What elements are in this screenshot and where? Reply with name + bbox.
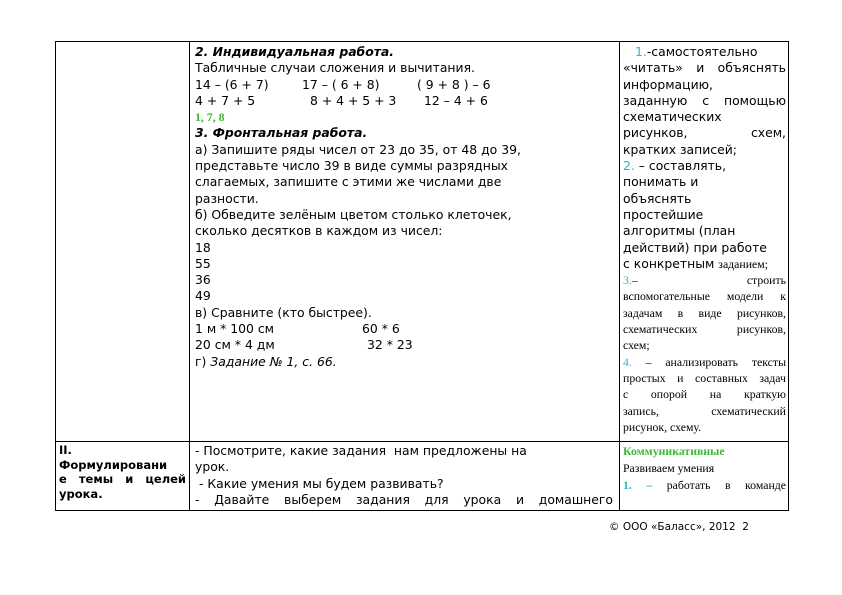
dialogue-line: - Какие умения мы будем развивать? (195, 475, 444, 491)
skill-text: – анализировать тексты (631, 354, 786, 369)
skill-line: вспомогательные модели к (623, 289, 786, 304)
individual-work-subtitle: Табличные случаи сложения и вычитания. (195, 60, 475, 76)
task-b-line: сколько десятков в каждом из чисел: (195, 223, 443, 239)
stage-label-line: II. (59, 443, 72, 457)
skill-line (623, 256, 786, 272)
number-item: 36 (195, 272, 211, 288)
row-divider (56, 441, 788, 442)
dialogue-line: - Давайте выберем задания для урока и домашнего (195, 491, 613, 507)
skills-cell (623, 44, 786, 440)
column-divider (189, 42, 190, 510)
skill-line: кратких записей; (623, 141, 737, 157)
dialogue-cell (195, 443, 613, 511)
skill-number: 2. (623, 158, 635, 174)
skill-line (623, 354, 786, 370)
skill-line: «читать» и объяснять (623, 60, 786, 76)
skill-text: с конкретным (623, 255, 719, 271)
frontal-work-heading: 3. Фронтальная работа. (195, 125, 368, 141)
skill-line: простых и составных задач (623, 370, 786, 385)
skill-line: понимать и (623, 174, 699, 190)
expression-row (195, 77, 615, 93)
expression: 4 + 7 + 5 (195, 92, 256, 108)
stage-label-line: урока. (59, 486, 103, 501)
skill-text: -самостоятельно (646, 44, 758, 59)
number-item: 49 (195, 288, 211, 304)
activities-cell (195, 44, 615, 440)
stage-label-line: Формулировани (59, 457, 168, 472)
task-d-reference: Задание № 1, с. 66. (210, 353, 337, 369)
expression: ( 9 + 8 ) – 6 (417, 76, 491, 92)
compare-row (195, 321, 615, 337)
skill-line (623, 44, 786, 60)
task-b-line: б) Обведите зелёным цветом столько клеточек, (195, 206, 512, 222)
communicative-cell (623, 443, 786, 511)
page-footer: © ООО «Баласс», 2012 2 (609, 521, 749, 533)
skill-number: 1. (635, 44, 647, 59)
skill-line (623, 272, 786, 288)
task-d-prefix: г) (195, 353, 211, 369)
compare-left: 1 м * 100 см (195, 321, 274, 337)
skill-line: рисунков, схем, (623, 125, 786, 141)
skill-text: заданием; (718, 256, 769, 271)
task-a-line: разности. (195, 190, 259, 206)
expression: 8 + 4 + 5 + 3 (310, 92, 397, 108)
skill-number: 1. – (623, 478, 653, 492)
expression: 14 – (6 + 7) (195, 76, 269, 92)
skill-line: задачам в виде рисунков, (623, 305, 786, 320)
skill-text: – строить (631, 273, 786, 288)
individual-work-heading: 2. Индивидуальная работа. (195, 44, 394, 59)
task-a-line: представьте число 39 в виде суммы разрядных (195, 158, 508, 174)
compare-right: 32 * 23 (367, 337, 413, 353)
communicative-heading: Коммуникативные (623, 444, 725, 458)
compare-right: 60 * 6 (362, 321, 400, 337)
skill-line: действий) при работе (623, 239, 767, 255)
task-reference: 1, 7, 8 (195, 110, 225, 125)
dialogue-line: урок. (195, 459, 230, 475)
dialogue-line: - Посмотрите, какие задания нам предложены на (195, 443, 527, 458)
stage-label-cell (59, 443, 186, 511)
skill-line: рисунок, схему. (623, 419, 702, 434)
expression-row (195, 93, 615, 109)
skill-line: схем; (623, 338, 650, 353)
skill-line: заданную с помощью (623, 92, 786, 108)
skill-number: 3. (623, 273, 632, 288)
task-d-line (195, 354, 615, 370)
expression: 12 – 4 + 6 (424, 92, 488, 108)
compare-left: 20 см * 4 дм (195, 337, 275, 353)
skill-number: 4. (623, 354, 632, 369)
lesson-table (55, 41, 789, 511)
communicative-subheading: Развиваем умения (623, 461, 715, 475)
task-c-line: в) Сравните (кто быстрее). (195, 304, 372, 320)
column-divider (619, 42, 620, 510)
skill-line: информацию, (623, 76, 713, 92)
number-item: 55 (195, 255, 211, 271)
number-item: 18 (195, 239, 211, 255)
skill-line (623, 477, 786, 494)
skill-text: – составлять, (634, 158, 727, 174)
skill-line: запись, схематический (623, 403, 786, 418)
skill-line: схематических рисунков, (623, 322, 786, 337)
stage-cell-empty (56, 42, 189, 441)
skill-line: схематических (623, 109, 722, 125)
skill-line: простейшие (623, 206, 704, 222)
skill-line: с опорой на краткую (623, 387, 786, 402)
skill-line: алгоритмы (план (623, 223, 736, 239)
skill-line: объяснять (623, 190, 692, 206)
skill-text: работать в команде (666, 478, 786, 492)
expression: 17 – ( 6 + 8) (302, 76, 380, 92)
stage-label-line: е темы и целей (59, 472, 186, 486)
skill-line (623, 158, 786, 174)
task-a-line: а) Запишите ряды чисел от 23 до 35, от 48 до 39, (195, 141, 521, 157)
compare-row (195, 337, 615, 353)
task-a-line: слагаемых, запишите с этими же числами две (195, 174, 502, 190)
